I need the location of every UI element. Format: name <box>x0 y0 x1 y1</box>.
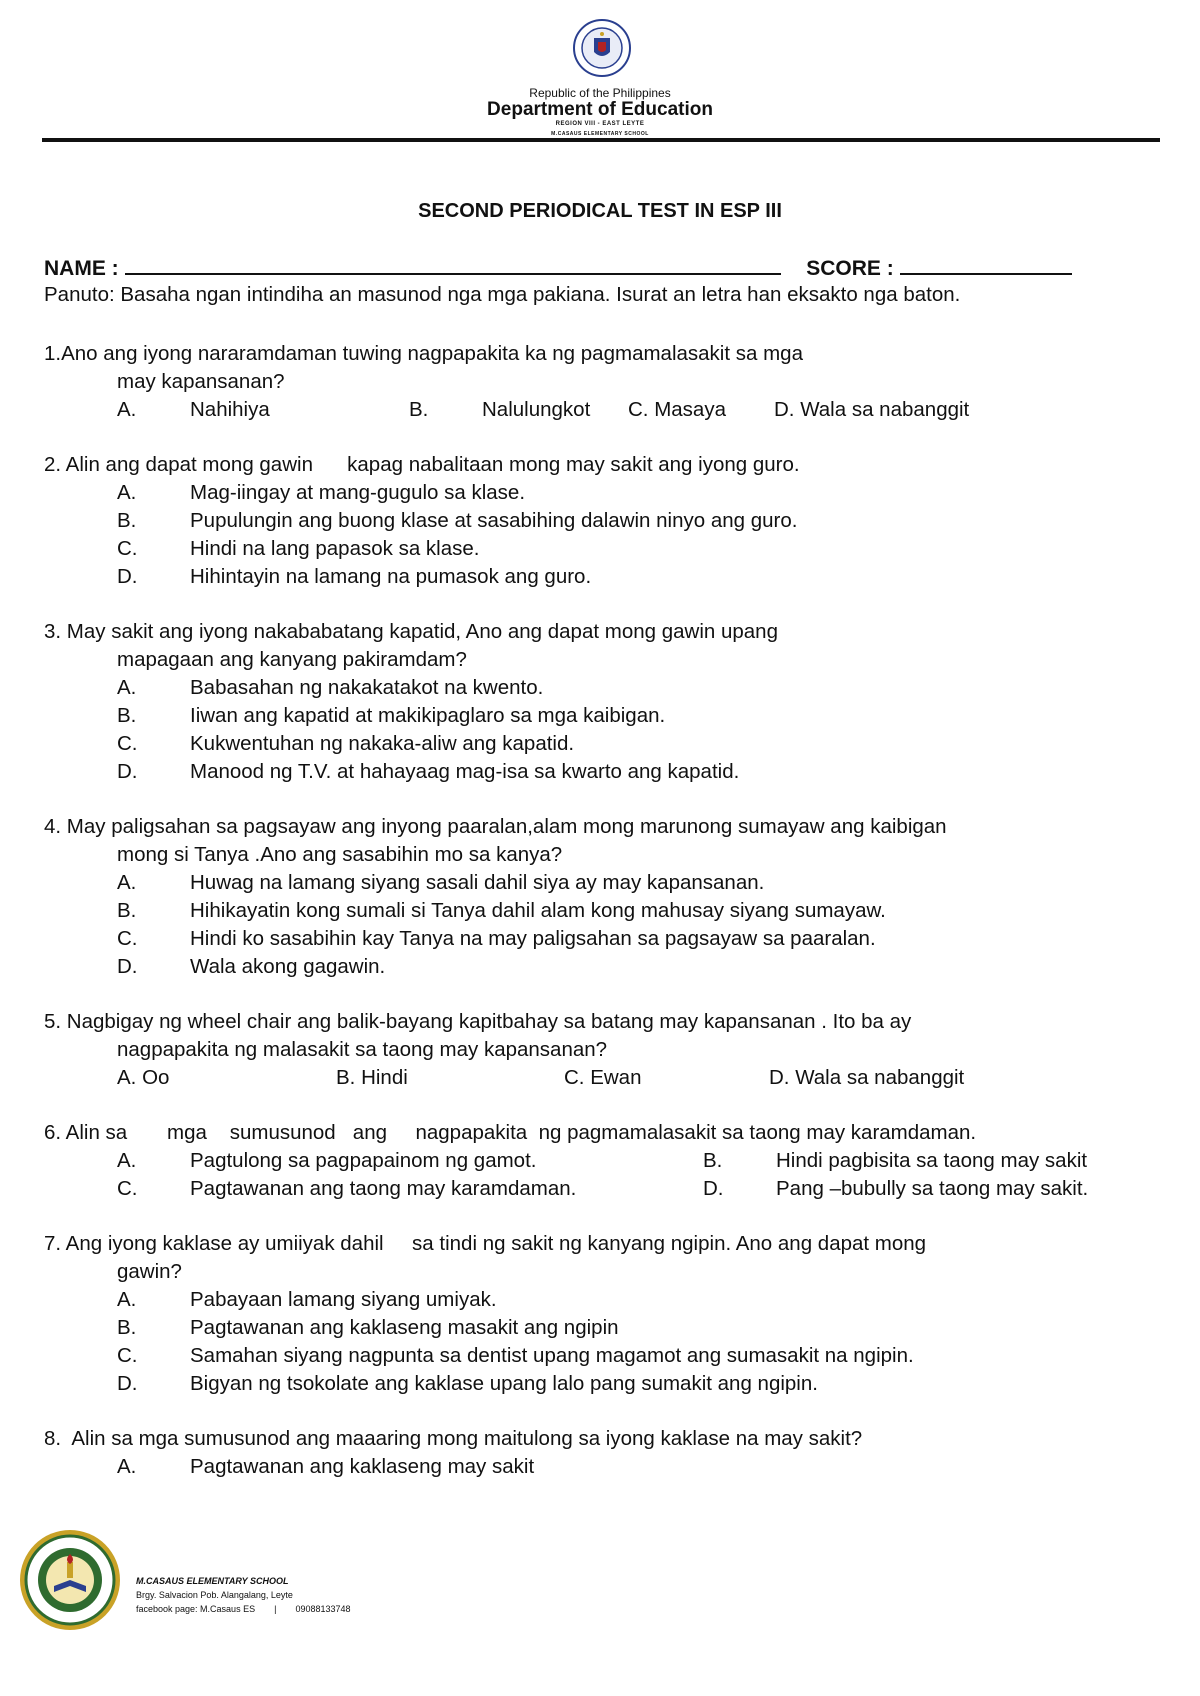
document-header <box>0 0 1200 150</box>
choice-letter: B. <box>409 398 429 421</box>
choices-row <box>44 1175 1164 1203</box>
choices-row <box>44 1064 1164 1092</box>
choice-text: D. Wala sa nabanggit <box>774 398 970 421</box>
choice-text: Huwag na lamang siyang sasali dahil siya ay may kapansanan. <box>190 871 765 894</box>
footer-contact <box>136 1602 351 1616</box>
question-stem: 7. Ang iyong kaklase ay umiiyak dahil sa tindi ng sakit ng kanyang ngipin. Ano ang dapat mong <box>44 1232 927 1255</box>
question-2 <box>44 451 1164 591</box>
choice-text: Pang –bubully sa taong may sakit. <box>776 1177 1089 1200</box>
name-label: NAME : <box>44 257 119 280</box>
question-stem: 6. Alin sa mga sumusunod ang nagpapakita ng pagmamalasakit sa taong may karamdaman. <box>44 1121 977 1144</box>
choice-letter: B. <box>117 509 137 532</box>
choice-text: Pagtawanan ang kaklaseng masakit ang ngipin <box>190 1316 619 1339</box>
choice <box>44 1342 1164 1370</box>
choice <box>44 1314 1164 1342</box>
choice-text: Kukwentuhan ng nakaka-aliw ang kapatid. <box>190 732 575 755</box>
choice-text: Pagtawanan ang kaklaseng may sakit <box>190 1455 535 1478</box>
choice <box>44 702 1164 730</box>
question-stem: 3. May sakit ang iyong nakababatang kapatid, Ano ang dapat mong gawin upang <box>44 620 778 643</box>
footer-separator: | <box>274 1604 277 1614</box>
choice <box>44 563 1164 591</box>
footer-address: Brgy. Salvacion Pob. Alangalang, Leyte <box>136 1590 293 1600</box>
footer-phone: 09088133748 <box>295 1604 351 1614</box>
question-stem-cont: gawin? <box>117 1260 182 1283</box>
header-divider <box>42 138 1160 142</box>
choice <box>44 479 1164 507</box>
choice-letter: D. <box>117 1372 138 1395</box>
choice-letter: A. <box>117 871 137 894</box>
choice-text: Hindi pagbisita sa taong may sakit <box>776 1149 1088 1172</box>
choice-letter: C. <box>117 1344 138 1367</box>
choice-text: Hindi na lang papasok sa klase. <box>190 537 480 560</box>
choice-text: Pagtawanan ang taong may karamdaman. <box>190 1177 577 1200</box>
choice <box>44 1370 1164 1398</box>
choice-text: Mag-iingay at mang-gugulo sa klase. <box>190 481 526 504</box>
question-3 <box>44 618 1164 786</box>
question-7 <box>44 1230 1164 1398</box>
choice-letter: D. <box>117 565 138 588</box>
choice-letter: C. <box>117 927 138 950</box>
question-stem-cont: mong si Tanya .Ano ang sasabihin mo sa kanya? <box>117 843 563 866</box>
choice-letter: A. <box>117 1455 137 1478</box>
name-blank[interactable] <box>125 255 781 275</box>
choice <box>44 758 1164 786</box>
choice-text: Nahihiya <box>190 398 270 421</box>
choice <box>44 730 1164 758</box>
choice <box>44 925 1164 953</box>
choice-letter: A. <box>117 676 137 699</box>
choice-text: Pagtulong sa pagpapainom ng gamot. <box>190 1149 537 1172</box>
choice-text: Samahan siyang nagpunta sa dentist upang magamot ang sumasakit na ngipin. <box>190 1344 914 1367</box>
republic-line: Republic of the Philippines <box>529 86 671 100</box>
choice <box>44 535 1164 563</box>
choice <box>44 1453 1164 1481</box>
choice-text: Hihikayatin kong sumali si Tanya dahil alam kong mahusay siyang sumayaw. <box>190 899 886 922</box>
choice-letter: C. <box>117 732 138 755</box>
department-line: Department of Education <box>487 99 713 120</box>
question-6 <box>44 1119 1164 1203</box>
question-stem: 1.Ano ang iyong nararamdaman tuwing nagpapakita ka ng pagmamalasakit sa mga <box>44 342 803 365</box>
question-stem-cont: nagpapakita ng malasakit sa taong may kapansanan? <box>117 1038 608 1061</box>
document-footer <box>18 1528 618 1638</box>
choice-letter: D. <box>703 1177 724 1200</box>
choice-text: Babasahan ng nakakatakot na kwento. <box>190 676 544 699</box>
footer-school: M.CASAUS ELEMENTARY SCHOOL <box>136 1576 289 1586</box>
choice-letter: B. <box>703 1149 723 1172</box>
choice-letter: A. <box>117 481 137 504</box>
choice-text: Iiwan ang kapatid at makikipaglaro sa mga kaibigan. <box>190 704 666 727</box>
score-label: SCORE : <box>806 257 894 280</box>
choice-letter: C. <box>117 537 138 560</box>
question-stem: 4. May paligsahan sa pagsayaw ang inyong paaralan,alam mong marunong sumayaw ang kaibigan <box>44 815 947 838</box>
choice-text: Nalulungkot <box>482 398 591 421</box>
choice-text: A. Oo <box>117 1066 170 1089</box>
choice-letter: A. <box>117 1288 137 1311</box>
question-8 <box>44 1425 1164 1481</box>
name-score-line <box>44 255 1072 281</box>
choice-text: Manood ng T.V. at hahayaag mag-isa sa kwarto ang kapatid. <box>190 760 740 783</box>
question-1 <box>44 340 1164 424</box>
choice-text: Hihintayin na lamang na pumasok ang guro. <box>190 565 592 588</box>
choices-row <box>44 1147 1164 1175</box>
choice-letter: D. <box>117 760 138 783</box>
questions-list <box>44 340 1164 1508</box>
choice-letter: D. <box>117 955 138 978</box>
choice-letter: B. <box>117 899 137 922</box>
choice-text: B. Hindi <box>336 1066 408 1089</box>
choice <box>44 1286 1164 1314</box>
choice-text: Wala akong gagawin. <box>190 955 386 978</box>
footer-facebook: facebook page: M.Casaus ES <box>136 1604 256 1614</box>
choice-letter: A. <box>117 398 137 421</box>
choice-text: Bigyan ng tsokolate ang kaklase upang lalo pang sumakit ang ngipin. <box>190 1372 818 1395</box>
choice-letter: C. <box>117 1177 138 1200</box>
choice <box>44 897 1164 925</box>
instructions: Panuto: Basaha ngan intindiha an masunod nga mga pakiana. Isurat an letra han eksakto nga baton. <box>44 283 961 306</box>
choice <box>44 869 1164 897</box>
choice-text: Hindi ko sasabihin kay Tanya na may paligsahan sa pagsayaw sa paaralan. <box>190 927 876 950</box>
question-stem-cont: mapagaan ang kanyang pakiramdam? <box>117 648 467 671</box>
choice-text: C. Masaya <box>628 398 726 421</box>
question-5 <box>44 1008 1164 1092</box>
question-stem-cont: may kapansanan? <box>117 370 285 393</box>
question-stem: 8. Alin sa mga sumusunod ang maaaring mong maitulong sa iyong kaklase na may sakit? <box>44 1427 863 1450</box>
score-blank[interactable] <box>900 255 1072 275</box>
choice <box>44 507 1164 535</box>
choice-text: C. Ewan <box>564 1066 642 1089</box>
school-line: M.CASAUS ELEMENTARY SCHOOL <box>551 131 649 137</box>
choice-text: D. Wala sa nabanggit <box>769 1066 965 1089</box>
choice <box>44 674 1164 702</box>
deped-seal-icon <box>572 18 632 78</box>
question-stem: 2. Alin ang dapat mong gawin kapag nabalitaan mong may sakit ang iyong guro. <box>44 453 800 476</box>
choice <box>44 953 1164 981</box>
choice-letter: B. <box>117 704 137 727</box>
choices-row <box>44 396 1164 424</box>
choice-letter: A. <box>117 1149 137 1172</box>
region-line: REGION VIII - EAST LEYTE <box>555 121 645 127</box>
footer-text <box>136 1574 351 1616</box>
choice-text: Pabayaan lamang siyang umiyak. <box>190 1288 497 1311</box>
question-4 <box>44 813 1164 981</box>
choice-text: Pupulungin ang buong klase at sasabihing dalawin ninyo ang guro. <box>190 509 798 532</box>
question-stem: 5. Nagbigay ng wheel chair ang balik-bayang kapitbahay sa batang may kapansanan . Ito ba ay <box>44 1010 912 1033</box>
choice-letter: B. <box>117 1316 137 1339</box>
test-title: SECOND PERIODICAL TEST IN ESP III <box>418 200 782 222</box>
school-logo-icon <box>18 1528 122 1632</box>
